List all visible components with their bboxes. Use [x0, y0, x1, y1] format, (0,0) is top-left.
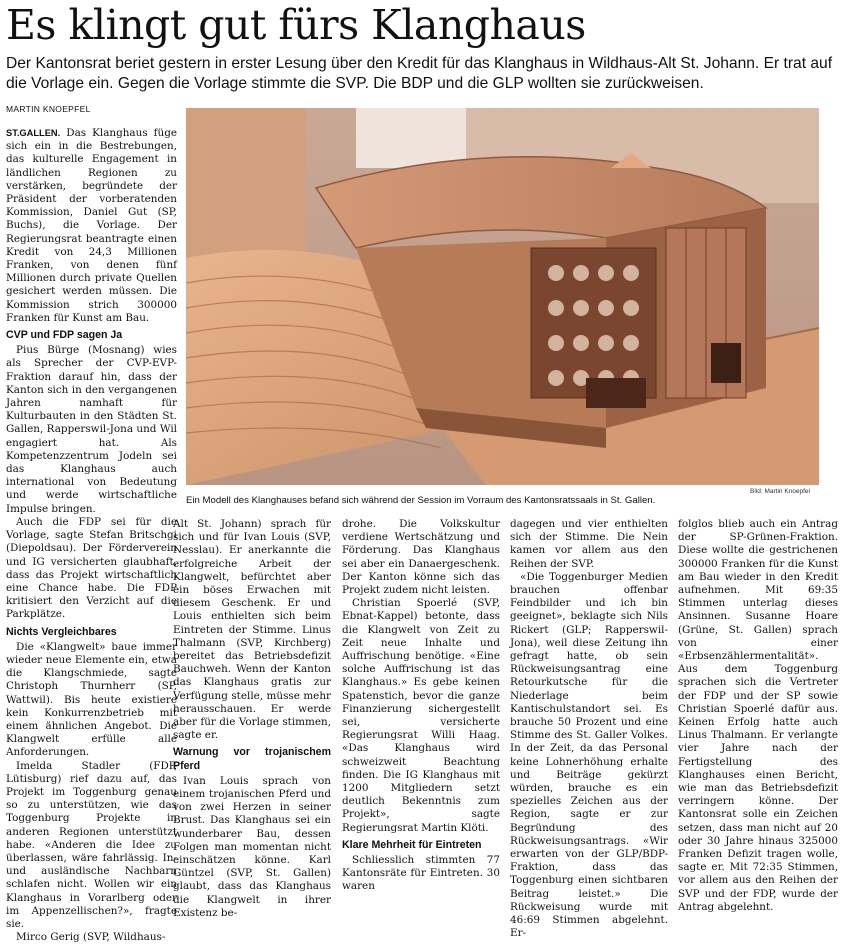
col1-paragraph-2: Pius Bürge (Mosnang) wies als Sprecher der CVP-EVP-Fraktion darauf hin, dass der Kanton sich in den vergangenen Jahren namhaft für Kulturbauten in den Städten St. Gallen, Rapperswil-Jona und Wil engagiert hat. Als Kompetenzzentrum Jodeln sei das Klanghaus auch international von Bedeutung und werde wirtschaftliche Impulse bringen.: [6, 344, 177, 515]
col1-paragraph-6: Mirco Gerig (SVP, Wildhaus-: [16, 931, 166, 944]
column-3: [342, 518, 500, 894]
photo-illustration: [186, 108, 819, 485]
column-5: [678, 518, 838, 914]
column-2: [173, 518, 331, 920]
col4-paragraph-2: «Die Toggenburger Medien brauchen offenbar Feindbilder und ich bin geeignet», beklagte sich Nils Rickert (GLP; Rapperswil-Jona), weil diese Zeitung ihn gefragt hatte, ob sein Rückweisungsantrag eine Retourkutsche für die Niederlage beim Kantischulstandort sei. Es brauche 50 Prozent und eine Stimme des St. Galler Volkes. In der Zeit, da das Personal keine Lohnerhöhung erhalte und Beiträge gekürzt würden, brauche es ein spezielles Zeichen aus der Region, sagte er zur Begründung des Rückweisungsantrags. «Wir erwarten von der GLP/BDP-Fraktion, dass das Toggenburg einen sichtbaren Beitrag leistet.» Die Rückweisung wurde mit 46:69 Stimmen abgelehnt. Er-: [510, 570, 668, 940]
col1-paragraph-4: Die «Klangwelt» baue immer wieder neue Elemente ein, etwa die Klangschmiede, sagte Christoph Thurnherr (SP, Wattwil). Bis heute existiere kein Konkurrenzbetrieb mit einem ähnlichen Angebot. Die Klangwelt erfülle alle Anforderungen.: [6, 640, 177, 759]
col4-paragraph-1: dagegen und vier enthielten sich der Stimme. Die Nein kamen vor allem aus den Reihen der SVP.: [510, 518, 668, 570]
photo-caption: Ein Modell des Klanghauses befand sich während der Session im Vorraum des Kantonsratssaals in St. Gallen.: [186, 495, 656, 506]
lead-paragraph: Der Kantonsrat beriet gestern in erster Lesung über den Kredit für das Klanghaus in Wildhaus-Alt St. Johann. Er trat auf die Vorlage ein. Gegen die Vorlage stimmte die SVP. Die BDP und die GLP wollten sie zurückweisen.: [6, 55, 833, 92]
author-byline: MARTIN KNOEPFEL: [6, 104, 91, 114]
subheading-cvp-fdp: CVP und FDP sagen Ja: [6, 329, 123, 342]
col1-text-1: Das Klanghaus füge sich ein in die Bestrebungen, das kulturelle Engagement in ländlichen Regionen zu verstärken, begründete der Präsident der vorberatenden Kommission, Daniel Gut (SP, Buchs), die Vorlage. Der Regierungsrat beantragte einen Kredit von 24,3 Millionen Franken, von denen fünf Millionen durch private Quellen gesichert werden müssen. Die Kommission strich 300000 Franken für Kunst am Bau.: [6, 127, 177, 324]
headline: Es klingt gut fürs Klanghaus: [6, 1, 586, 49]
klanghaus-model-photo: [186, 108, 819, 485]
col3-paragraph-3: Schliesslich stimmten 77 Kantonsräte für Eintreten. 30 waren: [342, 854, 500, 893]
col1-paragraph-5: Imelda Stadler (FDP, Lütisburg) rief dazu auf, das Projekt im Toggenburg genau so zu unterstützen, wie das Toggenburg Projekte in anderen Regionen unterstützt habe. «Anderen die Idee zu überlassen, wäre fahrlässig. In- und ausländische Nachbarn schlafen nicht. Wollen wir ein Klanghaus in Vorarlberg oder im Appenzellischen?», fragte sie.: [6, 759, 177, 930]
col3-paragraph-1: drohe. Die Volkskultur verdiene Wertschätzung und Förderung. Das Klanghaus sei aber ein Danaergeschenk. Der Kanton könne sich das Projekt zudem nicht leisten.: [342, 518, 500, 597]
col1-paragraph-1: [6, 127, 177, 325]
column-1: [6, 127, 177, 944]
dateline: ST.GALLEN.: [6, 128, 61, 138]
col3-paragraph-2: Christian Spoerlé (SVP, Ebnat-Kappel) betonte, dass die Klangwelt von Zeit zu Zeit neue Inhalte und Auffrischung benötige. «Eine solche Auffrischung ist das Klanghaus.» Es gebe keinen Spatenstich, bevor die ganze Finanzierung sichergestellt sei, versicherte Regierungsrat Willi Haag. «Das Klanghaus wird schweizweit Beachtung finden. Die IG Klanghaus mit 1200 Mitgliedern setzt deutlich Bekenntnis zum Projekt», sagte Regierungsrat Martin Klöti.: [342, 597, 500, 834]
col1-paragraph-3: Auch die FDP sei für die Vorlage, sagte Stefan Britschgi (Diepoldsau). Der Förderverein und IG versicherten glaubhaft, dass das Projekt wirtschaftlich eine Chance habe. Die FDP kritisiert den Verzicht auf die Parkplätze.: [6, 515, 177, 621]
col2-paragraph-2: Ivan Louis sprach von einem trojanischen Pferd und von zwei Herzen in seiner Brust. Das Klanghaus sei ein wunderbarer Bau, dessen Folgen man momentan nicht einschätzen könne. Karl Güntzel (SVP, St. Gallen) glaubt, dass das Klanghaus die Klangwelt in ihrer Existenz be-: [173, 774, 331, 919]
photo-credit: Bild: Martin Knoepfel: [750, 488, 810, 495]
subheading-warnung: Warnung vor trojanischem Pferd: [173, 746, 331, 772]
column-4: [510, 518, 668, 941]
col5-paragraph-1: folglos blieb auch ein Antrag der SP-Grünen-Fraktion. Diese wollte die gestrichenen 300000 Franken für die Kunst am Bau wieder in den Kredit aufnehmen. Mit 69:35 Stimmen unterlag dieses Ansinnen. Susanne Hoare (Grüne, St. Gallen) sprach von einer «Erbsenzählermentalität». Aus dem Toggenburg sprachen sich die Vertreter der FDP und der SP sowie Christian Spoerlé dafür aus. Keinen Erfolg hatte auch Linus Thalmann. Er verlangte vier Jahre nach der Fertigstellung des Klanghauses einen Bericht, wie man das Betriebsdefizit verringern könne. Der Kantonsrat solle ein Zeichen setzen, dass man nicht auf 20 oder 30 Jahre hinaus 325000 Franken Defizit tragen wolle, sagte er. Mit 72:35 Stimmen, vor allem aus den Reihen der SVP und der FDP, wurde der Antrag abgelehnt.: [678, 518, 838, 913]
subheading-klare-mehrheit: Klare Mehrheit für Eintreten: [342, 838, 482, 851]
col2-paragraph-1: Alt St. Johann) sprach für sich und für Ivan Louis (SVP, Nesslau). Er anerkannte die erfolgreiche Arbeit der Klangwelt, befürchtet aber ein böses Erwachen mit diesem Geschenk. Er und Louis enthielten sich beim Eintreten der Stimme. Linus Thalmann (SVP, Kirchberg) bereitet das Betriebsdefizit Bauchweh. Wenn der Kanton das Klanghaus gratis zur Verfügung stelle, müsse mehr herausschauen. Er werde aber für die Vorlage stimmen, sagte er.: [173, 518, 331, 742]
subheading-nichts-vergleichbares: Nichts Vergleichbares: [6, 625, 117, 638]
